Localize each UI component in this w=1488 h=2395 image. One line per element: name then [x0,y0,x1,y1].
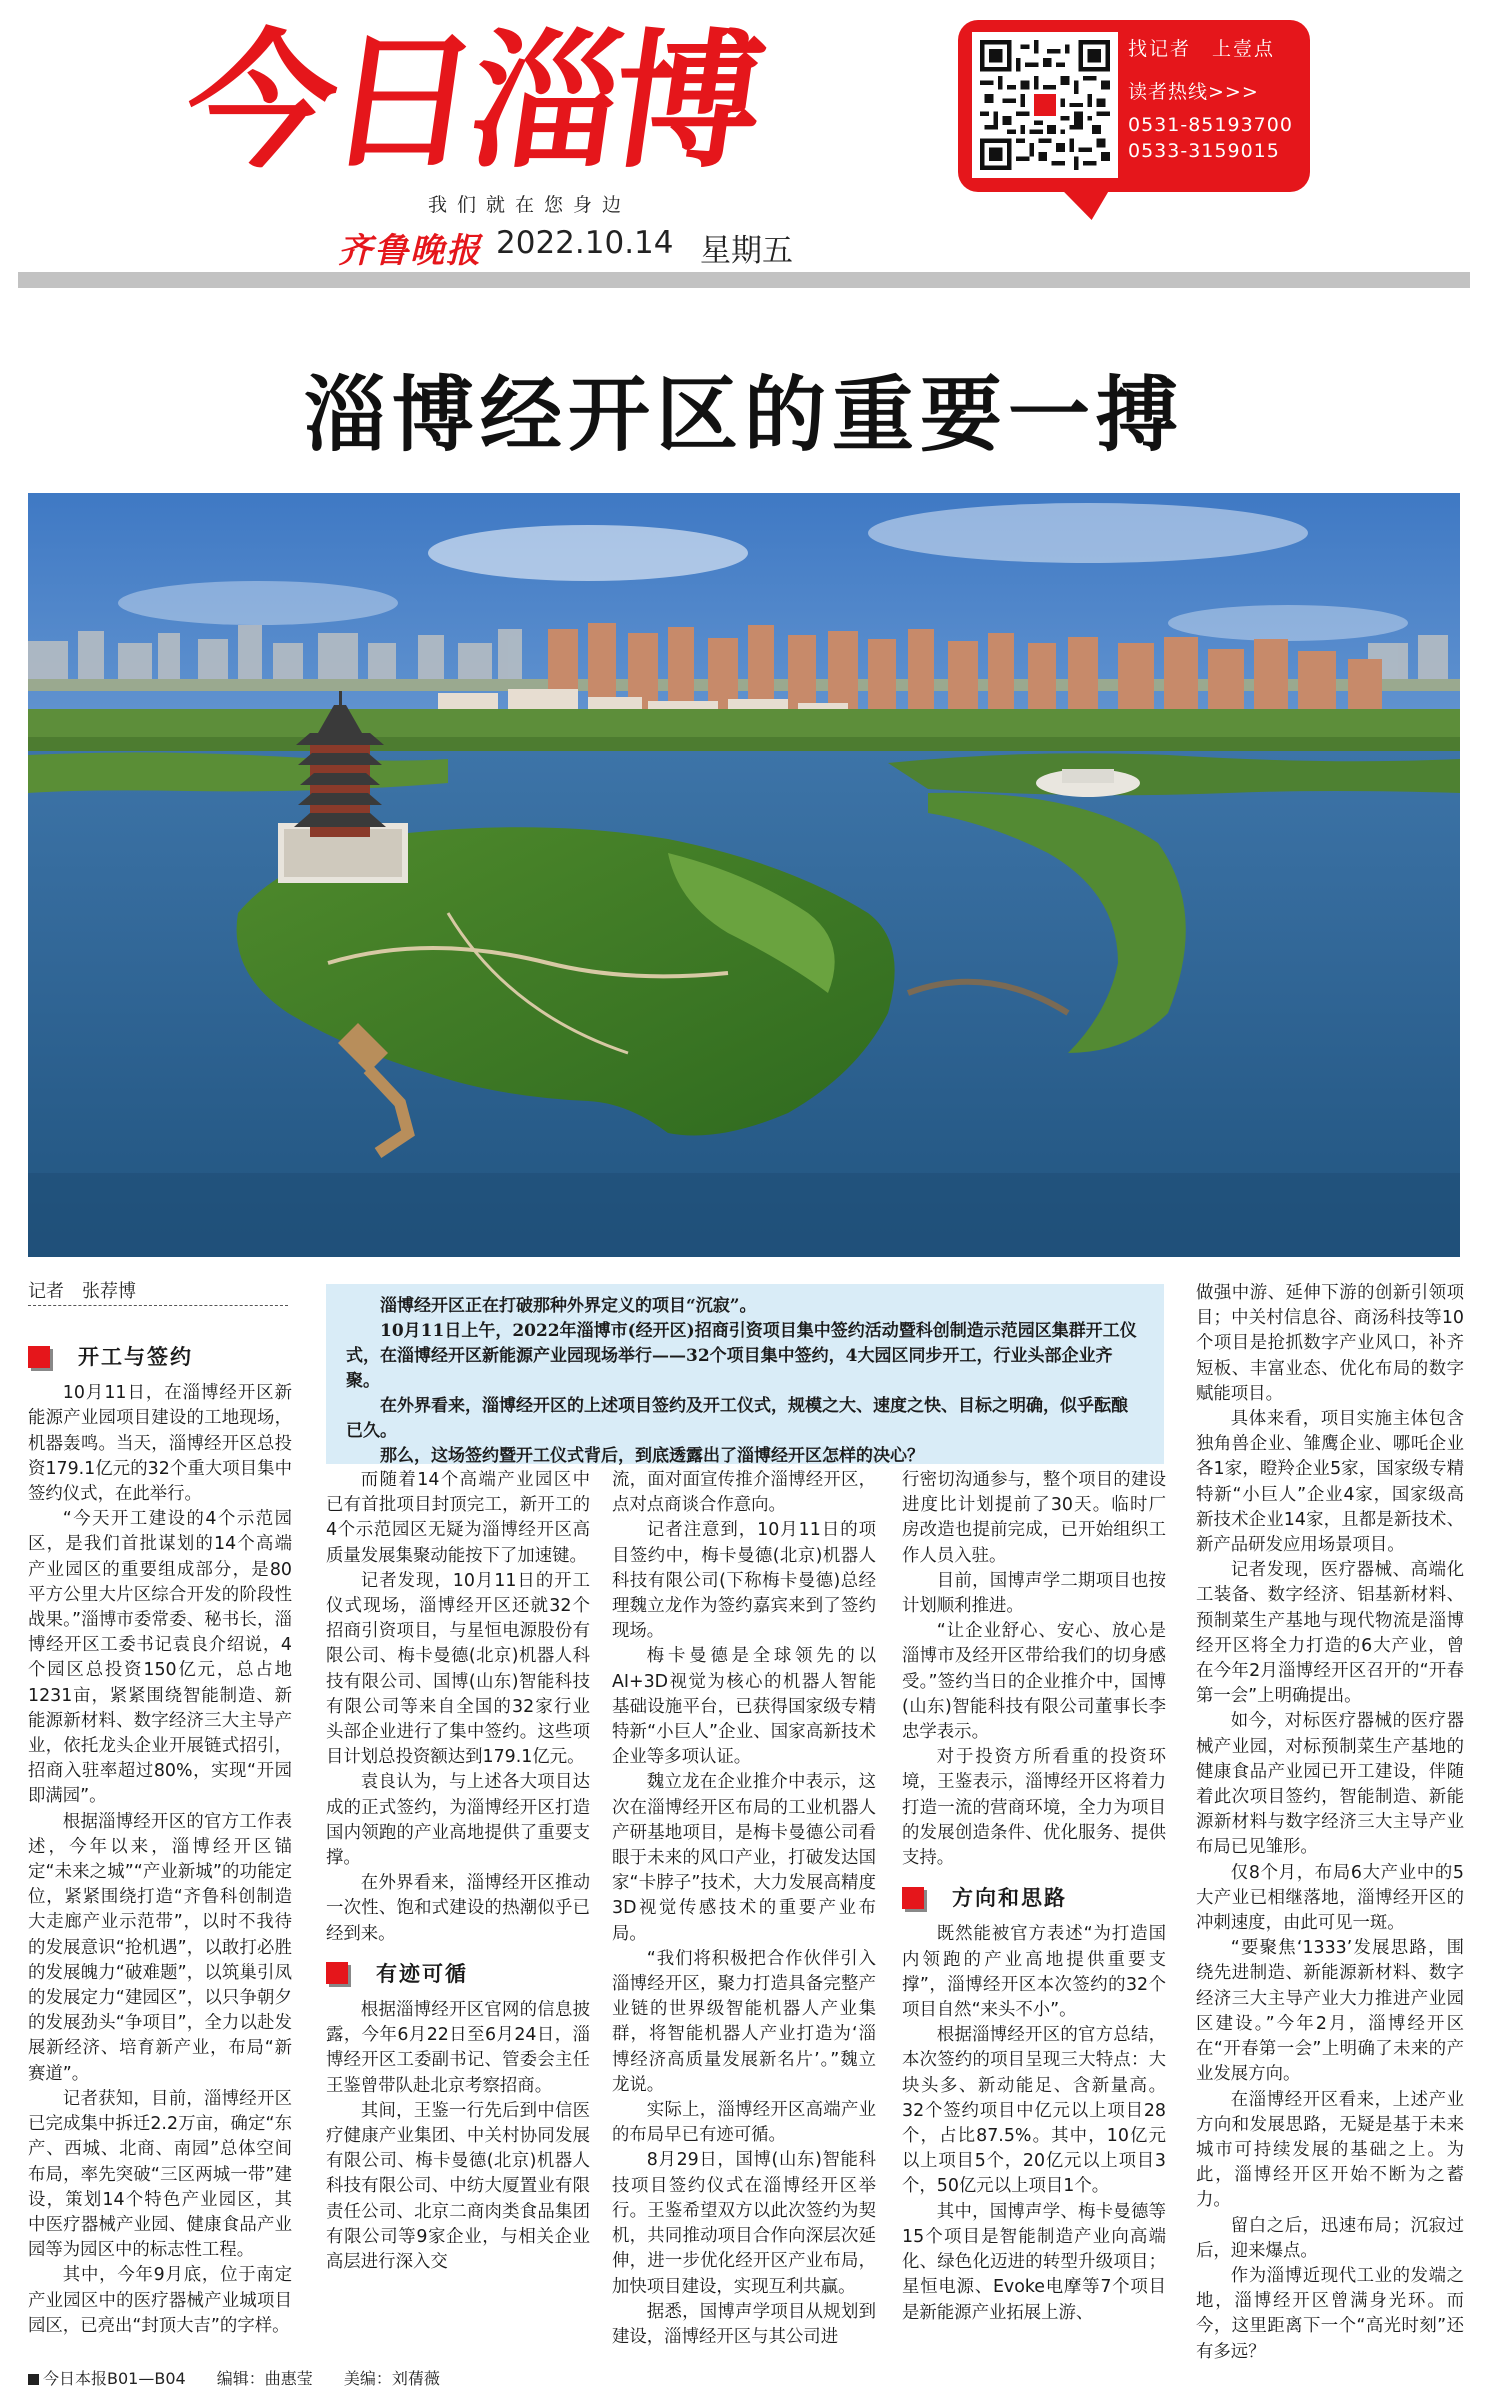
hotline-label: 读者热线>>> [1128,81,1259,103]
article-column-3 [612,1468,876,2350]
masthead [18,18,1470,288]
section-title: 开工与签约 [78,1344,193,1369]
article-paragraph: 根据淄博经开区的官方工作表述，今年以来，淄博经开区锚定“未来之城”“产业新城”的功能定位，紧紧围绕打造“齐鲁科创制造大走廊产业示范带”，以时不我待的发展意识“抢机遇”，以敢打必胜的发展魄力“破难题”，以筑巢引凤的发展定力“建园区”，以只争朝夕的发展劲头“争项目”，全力以赴发展新经济、培育新产业，布局“新赛道”。 [28,1811,292,2084]
aerial-photo [28,493,1460,1257]
article-paragraph: 留白之后，迅速布局；沉寂过后，迎来爆点。 [1196,2215,1464,2261]
article-paragraph: “我们将积极把合作伙伴引入淄博经开区，聚力打造具备完整产业链的世界级智能机器人产业集群，将智能机器人产业打造为‘淄博经济高质量发展新名片’。”魏立龙说。 [612,1948,876,2095]
article-column-1 [28,1330,292,2339]
footer-editor: 编辑：曲惠莹 [216,2369,313,2388]
hotline-phone-1: 0531-85193700 [1128,114,1293,136]
article-paragraph: “让企业舒心、安心、放心是淄博市及经开区带给我们的切身感受。”签约当日的企业推介中，国博(山东)智能科技有限公司董事长李忠学表示。 [902,1621,1166,1743]
article-column-5 [1196,1281,1464,2365]
qr-code-icon [972,32,1118,178]
article-paragraph: 记者发现，医疗器械、高端化工装备、数字经济、铝基新材料、预制菜生产基地与现代物流是淄博经开区将全力打造的6大产业，曾在今年2月淄博经开区召开的“开春第一会”上明确提出。 [1196,1560,1464,1707]
article-paragraph: 根据淄博经开区官网的信息披露，今年6月22日至6月24日，淄博经开区工委副书记、管委会主任王鉴曾带队赴北京考察招商。 [326,2000,590,2096]
footer-pages: 今日本报B01—B04 [28,2369,186,2388]
article-paragraph: 行密切沟通参与，整个项目的建设进度比计划提前了30天。临时厂房改造也提前完成，已开始组织工作人员入驻。 [902,1470,1166,1566]
section-title: 有迹可循 [376,1960,468,1986]
article-paragraph: 魏立龙在企业推介中表示，这次在淄博经开区布局的工业机器人产研基地项目，是梅卡曼德公司看眼于未来的风口产业，打破发达国家“卡脖子”技术，大力发展高精度3D视觉传感技术的重要产业布局。 [612,1772,876,1944]
article-paragraph: 记者发现，10月11日的开工仪式现场，淄博经开区还就32个招商引资项目，与星恒电源股份有限公司、梅卡曼德(北京)机器人科技有限公司、国博(山东)智能科技有限公司等来自全国的32家行业头部企业进行了集中签约。这些项目计划总投资额达到179.1亿元。 [326,1570,590,1768]
article-paragraph: 既然能被官方表述“为打造国内领跑的产业高地提供重要支撑”，淄博经开区本次签约的32个项目自然“来头不小”。 [902,1924,1166,2021]
article-paragraph: 而随着14个高端产业园区中已有首批项目封顶完工，新开工的4个示范园区无疑为淄博经开区高质量发展集聚动能按下了加速键。 [326,1470,590,1566]
hotline-phone-2: 0533-3159015 [1128,140,1280,162]
article-paragraph: 仅8个月，布局6大产业中的5大产业已相继落地，淄博经开区的冲刺速度，由此可见一斑。 [1196,1862,1464,1934]
partner-logo: 齐鲁晚报 [338,231,482,271]
article-paragraph: 袁良认为，与上述各大项目达成的正式签约，为淄博经开区打造国内领跑的产业高地提供了重要支撑。 [326,1772,590,1869]
article-paragraph: 流，面对面宣传推介淄博经开区，点对点商谈合作意向。 [612,1470,876,1516]
article-paragraph: 根据淄博经开区的官方总结，本次签约的项目呈现三大特点：大块头多、新动能足、含新量高。32个签约项目中亿元以上项目28个，占比87.5%。其中，10亿元以上项目5个，20亿元以上项目3个，50亿元以上项目1个。 [902,2025,1166,2197]
article-paragraph: 据悉，国博声学项目从规划到建设，淄博经开区与其公司进 [612,2301,876,2347]
article-paragraph: 其间，王鉴一行先后到中信医疗健康产业集团、中关村协同发展有限公司、梅卡曼德(北京)机器人科技有限公司、中纺大厦置业有限责任公司、北京二商肉类食品集团有限公司等9家企业，与相关企业高层进行深入交 [326,2100,590,2273]
section-heading [902,1885,1166,1910]
section-heading [326,1961,590,1986]
reader-hotline [1128,34,1304,162]
newspaper-logo: 今日淄博 [175,16,769,188]
article-paragraph: 10月11日，在淄博经开区新能源产业园项目建设的工地现场，机器轰鸣。当天，淄博经开区总投资179.1亿元的32个重大项目集中签约仪式，在此举行。 [28,1383,292,1505]
header-divider [18,272,1470,288]
issue-weekday: 星期五 [700,233,793,269]
page-title: 淄博经开区的重要一搏 [303,367,1184,463]
section-title: 方向和思路 [952,1885,1067,1911]
article-paragraph: 在淄博经开区看来，上述产业方向和发展思路，无疑是基于未来城市可持续发展的基础之上。为此，淄博经开区开始不断为之蓄力。 [1196,2089,1464,2211]
article-paragraph: 做强中游、延伸下游的创新引领项目；中关村信息谷、商汤科技等10个项目是抢抓数字产业风口，补齐短板、丰富业态、优化布局的数字赋能项目。 [1196,1283,1464,1404]
byline: 记者 张荐博 [28,1277,288,1306]
article-paragraph: “今天开工建设的4个示范园区，是我们首批谋划的14个高端产业园区的重要组成部分，是80平方公里大片区综合开发的阶段性战果。”淄博市委常委、秘书长，淄博经开区工委书记袁良介绍说，4个园区总投资150亿元，总占地1231亩，紧紧围绕智能制造、新能源新材料、数字经济三大主导产业，依托龙头企业开展链式招引，招商入驻率超过80%，实现“开园即满园”。 [28,1509,292,1807]
article-paragraph: 记者注意到，10月11日的项目签约中，梅卡曼德(北京)机器人科技有限公司(下称梅卡曼德)总经理魏立龙作为签约嘉宾来到了签约现场。 [612,1520,876,1642]
intro-paragraph: 10月11日上午，2022年淄博市(经开区)招商引资项目集中签约活动暨科创制造示范园区集群开工仪式，在淄博经开区新能源产业园现场举行——32个项目集中签约，4大园区同步开工，行业头部企业齐聚。 [346,1321,1137,1391]
article-paragraph: 在外界看来，淄博经开区推动一次性、饱和式建设的热潮似乎已经到来。 [326,1873,590,1944]
article-paragraph: 目前，国博声学二期项目也按计划顺利推进。 [902,1570,1166,1617]
slogan: 我们就在您身边 [428,194,632,216]
intro-box [326,1284,1164,1464]
article-column-4 [902,1468,1166,2326]
page-footer [28,2366,466,2389]
aerial-photo-illustration [28,493,1460,1257]
article-paragraph: “要聚焦‘1333’发展思路，围绕先进制造、新能源新材料、数字经济三大主导产业大力推进产业园区建设。”今年2月，淄博经开区在“开春第一会”上明确了未来的产业发展方向。 [1196,1938,1464,2085]
article-column-2 [326,1468,590,2275]
intro-paragraph: 在外界看来，淄博经开区的上述项目签约及开工仪式，规模之大、速度之快、目标之明确，似乎酝酿已久。 [346,1396,1128,1441]
section-marker-icon [326,1962,348,1984]
article-paragraph: 其中，今年9月底，位于南定产业园区中的医疗器械产业城项目园区，已亮出“封顶大吉”的字样。 [28,2265,292,2336]
article-paragraph: 梅卡曼德是全球领先的以AI+3D视觉为核心的机器人智能基础设施平台，已获得国家级专精特新“小巨人”企业、国家高新技术企业等多项认证。 [612,1646,876,1768]
section-marker-icon [902,1887,924,1909]
issue-date: 2022.10.14 [496,225,674,261]
section-heading [28,1344,292,1369]
article-paragraph: 记者获知，目前，淄博经开区已完成集中拆迁2.2万亩，确定“东产、西城、北商、南园”总体空间布局，率先突破“三区两城一带”建设，策划14个特色产业园区，其中医疗器械产业园、健康食品产业园等为园区中的标志性工程。 [28,2088,292,2261]
intro-paragraph: 淄博经开区正在打破那种外界定义的项目“沉寂”。 [380,1296,757,1316]
qr-code-graphic [980,40,1110,170]
article-paragraph: 8月29日，国博(山东)智能科技项目签约仪式在淄博经开区举行。王鉴希望双方以此次签约为契机，共同推动项目合作向深层次延伸，进一步优化经开区产业布局，加快项目建设，实现互利共赢。 [612,2150,876,2297]
square-bullet-icon [28,2374,39,2385]
hotline-slogan: 找记者 上壹点 [1128,38,1276,60]
article-paragraph: 如今，对标医疗器械的医疗器械产业园，对标预制菜生产基地的健康食品产业园已开工建设，伴随着此次项目签约，智能制造、新能源新材料与数字经济三大主导产业布局已见雏形。 [1196,1711,1464,1858]
section-marker-icon [28,1346,50,1368]
intro-paragraph: 那么，这场签约暨开工仪式背后，到底透露出了淄博经开区怎样的决心？ [380,1446,924,1466]
footer-designer: 美编：刘蒨薇 [343,2369,440,2388]
article-paragraph: 具体来看，项目实施主体包含独角兽企业、雏鹰企业、哪吒企业各1家，瞪羚企业5家，国家级专精特新“小巨人”企业4家，国家级高新技术企业14家，且都是新技术、新产品研发应用场景项目。 [1196,1409,1464,1556]
article-paragraph: 其中，国博声学、梅卡曼德等15个项目是智能制造产业向高端化、绿色化迈进的转型升级项目；星恒电源、Evoke电摩等7个项目是新能源产业拓展上游、 [902,2201,1166,2323]
article-paragraph: 对于投资方所看重的投资环境，王鉴表示，淄博经开区将着力打造一流的营商环境，全力为项目的发展创造条件、优化服务、提供支持。 [902,1747,1166,1869]
article-paragraph: 作为淄博近现代工业的发端之地，淄博经开区曾满身光环。而今，这里距离下一个“高光时刻”还有多远？ [1196,2265,1464,2362]
article-paragraph: 实际上，淄博经开区高端产业的布局早已有迹可循。 [612,2100,876,2146]
